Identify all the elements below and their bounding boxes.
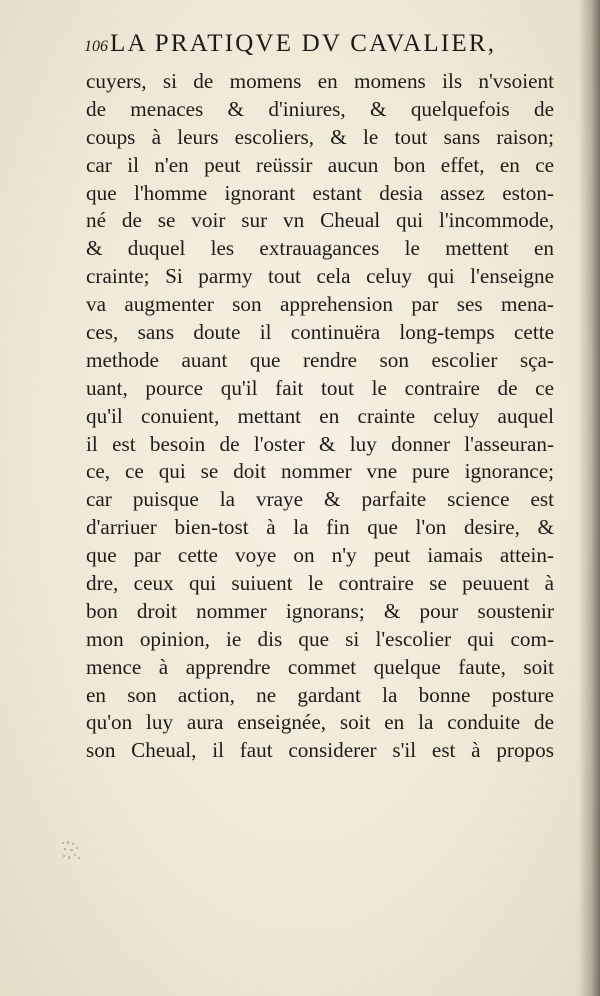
text-line: né de se voir sur vn Cheual qui l'incommode, xyxy=(86,208,554,233)
text-line: que par cette voye on n'y peut iamais attein- xyxy=(86,543,554,568)
text-line: que l'homme ignorant estant desia assez eston- xyxy=(86,180,554,205)
text-line: mon opinion, ie dis que si l'escolier qui com- xyxy=(86,626,554,651)
text-line: il est besoin de l'oster & luy donner l'asseuran- xyxy=(86,431,554,456)
text-line: bon droit nommer ignorans; & pour soustenir xyxy=(86,598,554,623)
text-line: mence à apprendre commet quelque faute, soit xyxy=(86,654,554,679)
text-line: va augmenter son apprehension par ses mena- xyxy=(86,292,554,317)
text-line: uant, pource qu'il fait tout le contraire de ce xyxy=(86,375,554,400)
text-line: son Cheual, il faut considerer s'il est à propos xyxy=(86,738,554,763)
running-head: LA PRATIQVE DV CAVALIER, xyxy=(110,30,497,57)
stamp-mark-icon xyxy=(58,838,88,868)
page-number: 106 xyxy=(84,38,108,55)
page-header xyxy=(84,30,554,66)
body-text xyxy=(86,68,554,765)
text-line: crainte; Si parmy tout cela celuy qui l'enseigne xyxy=(86,264,554,289)
text-line: cuyers, si de momens en momens ils n'vsoient xyxy=(86,69,554,93)
text-line: car il n'en peut reüssir aucun bon effet, en ce xyxy=(86,152,554,177)
text-line: d'arriuer bien-tost à la fin que l'on desire, & xyxy=(86,515,554,540)
text-line: ce, ce qui se doit nommer vne pure ignorance; xyxy=(86,459,554,484)
text-line: car puisque la vraye & parfaite science est xyxy=(86,487,554,512)
text-line: en son action, ne gardant la bonne posture xyxy=(86,682,554,707)
text-line: ces, sans doute il continuëra long-temps cette xyxy=(86,320,554,345)
text-line: coups à leurs escoliers, & le tout sans raison; xyxy=(86,124,554,149)
text-line: qu'il conuient, mettant en crainte celuy auquel xyxy=(86,403,554,428)
text-line: & duquel les extrauagances le mettent en xyxy=(86,236,554,261)
marginal-stamp-mark xyxy=(58,838,88,868)
text-line: de menaces & d'iniures, & quelquefois de xyxy=(86,96,554,121)
text-line: qu'on luy aura enseignée, soit en la conduite de xyxy=(86,710,554,735)
text-line: methode auant que rendre son escolier sça- xyxy=(86,347,554,372)
text-line: dre, ceux qui suiuent le contraire se peuuent à xyxy=(86,571,554,596)
